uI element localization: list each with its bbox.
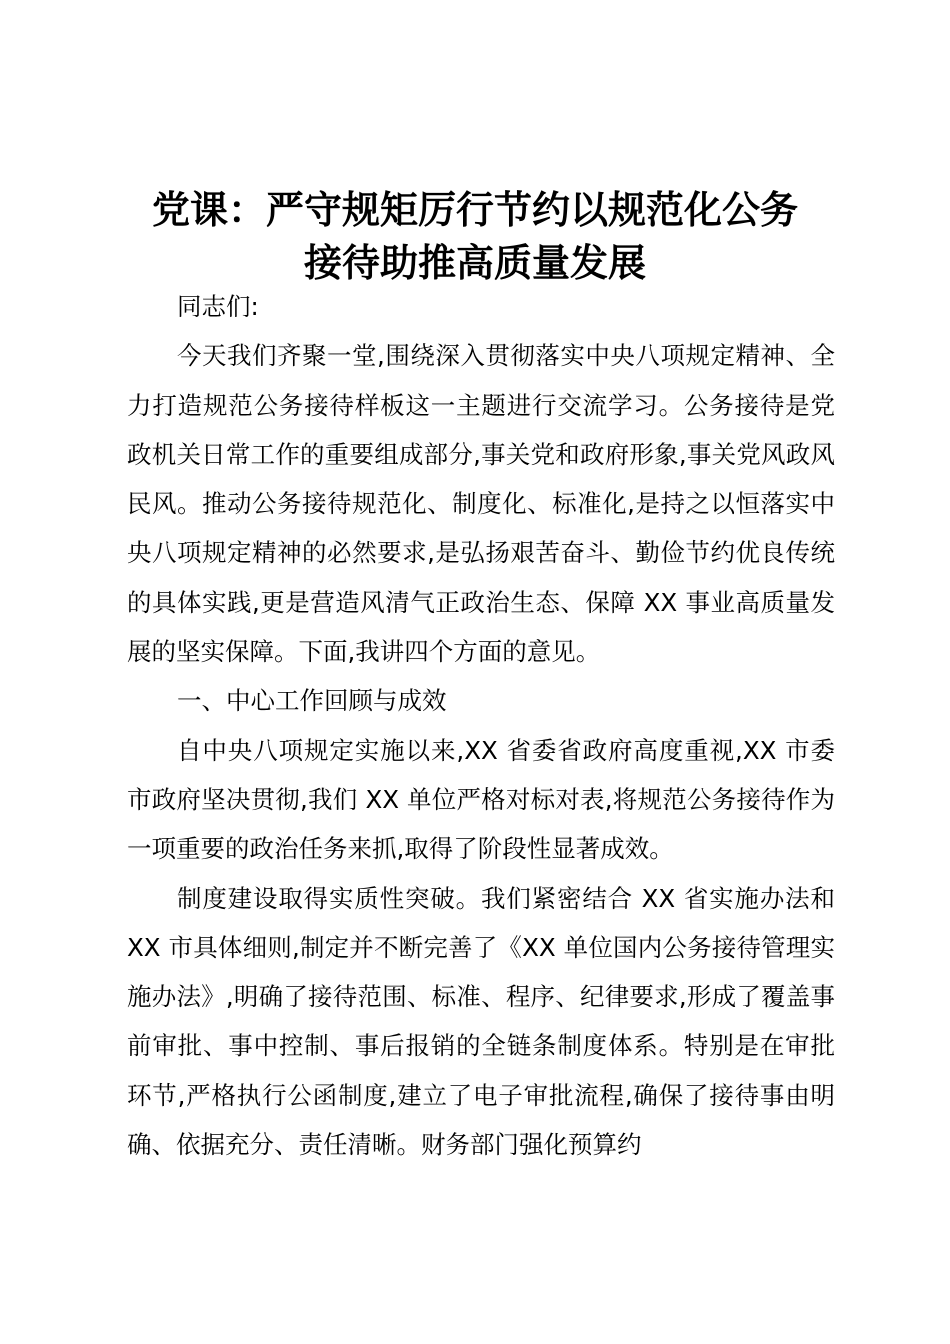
- section-heading: 一、中心工作回顾与成效: [177, 686, 447, 716]
- salutation: 同志们:: [177, 292, 259, 321]
- title-line-2: 接待助推高质量发展: [303, 240, 646, 285]
- title-line-1: 党课：严守规矩厉行节约以规范化公务: [151, 187, 798, 232]
- paragraph-intro: 今天我们齐聚一堂,围绕深入贯彻落实中央八项规定精神、全力打造规范公务接待样板这一主题进行交流学习。公务接待是党政机关日常工作的重要组成部分,事关党和政府形象,事关党风政风民风。推动公务接待规范化、制度化、标准化,是持之以恒落实中央八项规定精神的必然要求,是弘扬艰苦奋斗、勤俭节约优良传统的具体实践,更是营造风清气正政治生态、保障 XX 事业高质量发展的坚实保障。下面,我讲四个方面的意见。: [127, 341, 835, 667]
- document-title: [100, 183, 850, 289]
- document-body: [127, 282, 835, 1169]
- paragraph-review: 自中央八项规定实施以来,XX 省委省政府高度重视,XX 市委市政府坚决贯彻,我们 XX 单位严格对标对表,将规范公务接待作为一项重要的政治任务来抓,取得了阶段性显著成效。: [127, 735, 835, 864]
- paragraph-institution: 制度建设取得实质性突破。我们紧密结合 XX 省实施办法和 XX 市具体细则,制定并不断完善了《XX 单位国内公务接待管理实施办法》,明确了接待范围、标准、程序、纪律要求,形成了覆盖事前审批、事中控制、事后报销的全链条制度体系。特别是在审批环节,严格执行公函制度,建立了电子审批流程,确保了接待事由明确、依据充分、责任清晰。财务部门强化预算约: [127, 883, 835, 1160]
